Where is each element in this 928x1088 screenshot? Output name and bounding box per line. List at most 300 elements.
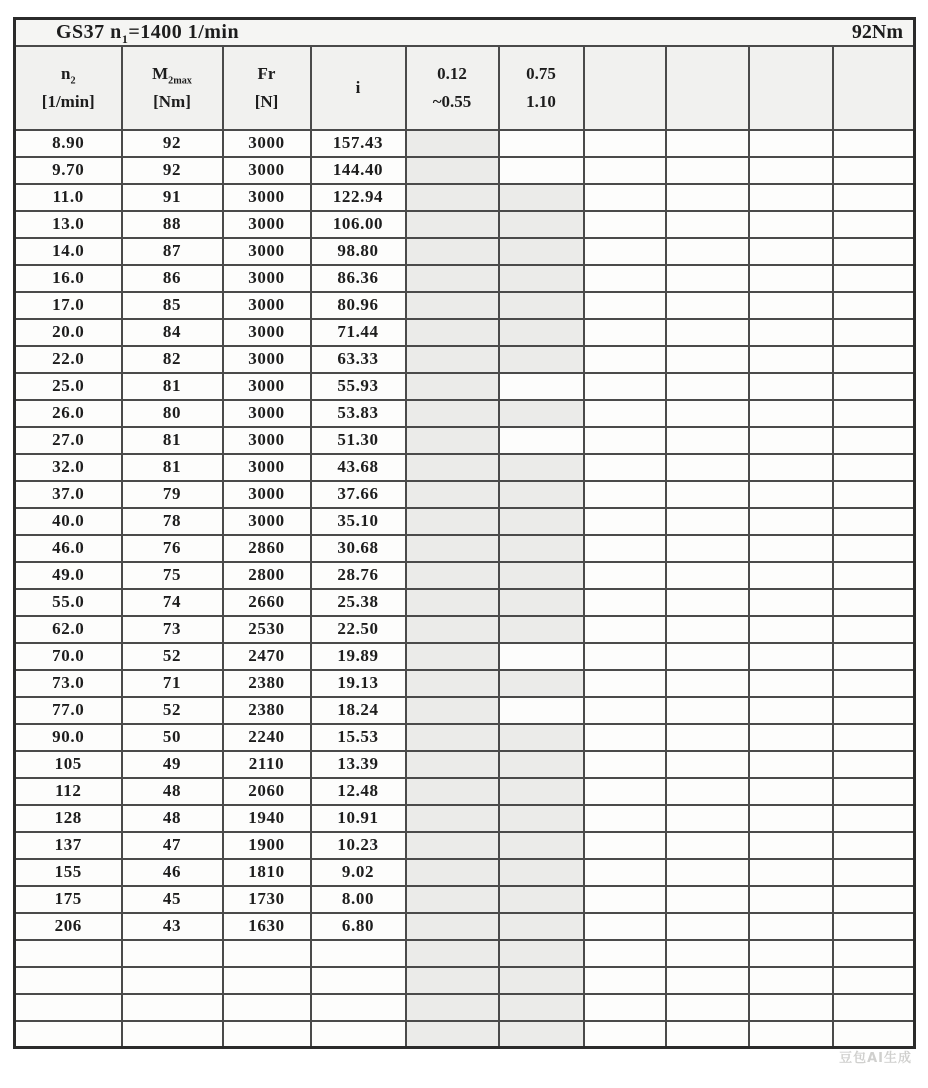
empty-cell — [666, 238, 749, 265]
fr-cell: 1630 — [223, 913, 311, 940]
empty-cell — [666, 643, 749, 670]
ratio-cell: 15.53 — [311, 724, 406, 751]
n2-cell: 26.0 — [15, 400, 122, 427]
n2-cell: 20.0 — [15, 319, 122, 346]
empty-cell — [833, 994, 915, 1021]
table-row — [15, 724, 915, 751]
fr-cell: 3000 — [223, 481, 311, 508]
m2max-cell: 78 — [122, 508, 223, 535]
col-header-power-small — [406, 46, 499, 130]
power-small-cell — [406, 967, 499, 994]
empty-cell — [666, 157, 749, 184]
empty-cell — [833, 292, 915, 319]
empty-cell — [749, 724, 833, 751]
power-small-cell — [406, 886, 499, 913]
empty-cell — [749, 373, 833, 400]
empty-cell — [584, 292, 666, 319]
empty-cell — [584, 535, 666, 562]
power-small-cell — [406, 373, 499, 400]
n2-cell: 155 — [15, 859, 122, 886]
power-large-cell — [499, 157, 584, 184]
power-small-cell — [406, 1021, 499, 1048]
fr-cell: 3000 — [223, 319, 311, 346]
empty-cell — [833, 481, 915, 508]
power-small-cell — [406, 454, 499, 481]
m2max-cell: 91 — [122, 184, 223, 211]
empty-cell — [584, 454, 666, 481]
ratio-cell: 18.24 — [311, 697, 406, 724]
empty-cell — [749, 832, 833, 859]
m2max-cell: 79 — [122, 481, 223, 508]
power-small-cell — [406, 292, 499, 319]
empty-cell — [749, 697, 833, 724]
empty-cell — [833, 778, 915, 805]
ratio-cell — [311, 967, 406, 994]
n2-cell — [15, 940, 122, 967]
empty-cell — [833, 940, 915, 967]
power-large-cell — [499, 724, 584, 751]
fr-cell: 1940 — [223, 805, 311, 832]
empty-cell — [749, 319, 833, 346]
empty-cell — [666, 805, 749, 832]
empty-cell — [749, 184, 833, 211]
n2-cell: 11.0 — [15, 184, 122, 211]
power-small-cell — [406, 346, 499, 373]
fr-cell: 3000 — [223, 157, 311, 184]
n2-cell: 13.0 — [15, 211, 122, 238]
ratio-cell: 25.38 — [311, 589, 406, 616]
m2max-cell — [122, 967, 223, 994]
ratio-cell: 157.43 — [311, 130, 406, 157]
empty-cell — [749, 913, 833, 940]
fr-cell — [223, 967, 311, 994]
table-row — [15, 184, 915, 211]
fr-cell: 3000 — [223, 292, 311, 319]
fr-symbol: Fr — [257, 64, 276, 84]
power-small-line1: 0.12 — [437, 64, 467, 84]
n2-cell — [15, 994, 122, 1021]
fr-cell: 3000 — [223, 184, 311, 211]
empty-cell — [749, 670, 833, 697]
power-small-cell — [406, 940, 499, 967]
ratio-cell: 10.23 — [311, 832, 406, 859]
empty-cell — [833, 319, 915, 346]
n2-cell: 14.0 — [15, 238, 122, 265]
power-small-cell — [406, 508, 499, 535]
table-row — [15, 211, 915, 238]
empty-cell — [833, 157, 915, 184]
power-large-cell — [499, 832, 584, 859]
empty-cell — [833, 967, 915, 994]
empty-cell — [666, 535, 749, 562]
power-small-cell — [406, 130, 499, 157]
empty-cell — [833, 265, 915, 292]
table-row — [15, 238, 915, 265]
col-header-n2 — [15, 46, 122, 130]
empty-cell — [666, 454, 749, 481]
empty-cell — [666, 373, 749, 400]
m2max-cell — [122, 994, 223, 1021]
empty-cell — [584, 427, 666, 454]
col-header-empty-2 — [666, 46, 749, 130]
fr-cell: 1730 — [223, 886, 311, 913]
n2-cell: 27.0 — [15, 427, 122, 454]
fr-cell: 2060 — [223, 778, 311, 805]
power-large-cell — [499, 1021, 584, 1048]
fr-cell — [223, 1021, 311, 1048]
table-row — [15, 481, 915, 508]
empty-cell — [666, 265, 749, 292]
n2-cell: 22.0 — [15, 346, 122, 373]
empty-cell — [749, 535, 833, 562]
table-row — [15, 130, 915, 157]
table-row — [15, 940, 915, 967]
ratio-cell: 63.33 — [311, 346, 406, 373]
power-large-cell — [499, 940, 584, 967]
table-row — [15, 157, 915, 184]
empty-cell — [749, 778, 833, 805]
m2max-cell: 81 — [122, 454, 223, 481]
empty-cell — [584, 751, 666, 778]
empty-cell — [833, 346, 915, 373]
ratio-cell: 80.96 — [311, 292, 406, 319]
empty-cell — [833, 670, 915, 697]
power-small-cell — [406, 157, 499, 184]
power-large-cell — [499, 886, 584, 913]
n2-cell: 49.0 — [15, 562, 122, 589]
power-large-cell — [499, 616, 584, 643]
power-small-cell — [406, 211, 499, 238]
m2max-cell: 80 — [122, 400, 223, 427]
empty-cell — [584, 319, 666, 346]
empty-cell — [749, 1021, 833, 1048]
ratio-cell — [311, 1021, 406, 1048]
empty-cell — [833, 508, 915, 535]
m2max-cell: 73 — [122, 616, 223, 643]
empty-cell — [584, 481, 666, 508]
power-small-cell — [406, 859, 499, 886]
empty-cell — [666, 481, 749, 508]
m2max-cell — [122, 1021, 223, 1048]
ai-watermark: 豆包AI生成 — [839, 1051, 912, 1066]
ratio-cell: 122.94 — [311, 184, 406, 211]
table-row — [15, 994, 915, 1021]
n2-unit: [1/min] — [41, 91, 95, 111]
m2max-cell: 48 — [122, 778, 223, 805]
power-large-cell — [499, 535, 584, 562]
ratio-cell: 22.50 — [311, 616, 406, 643]
m2max-cell: 46 — [122, 859, 223, 886]
power-large-cell — [499, 454, 584, 481]
m2max-cell: 81 — [122, 427, 223, 454]
empty-cell — [584, 508, 666, 535]
empty-cell — [666, 697, 749, 724]
fr-cell: 3000 — [223, 211, 311, 238]
empty-cell — [584, 940, 666, 967]
empty-cell — [833, 805, 915, 832]
empty-cell — [749, 967, 833, 994]
power-large-cell — [499, 292, 584, 319]
empty-cell — [584, 130, 666, 157]
power-large-cell — [499, 184, 584, 211]
empty-cell — [833, 454, 915, 481]
power-small-cell — [406, 994, 499, 1021]
empty-cell — [833, 373, 915, 400]
empty-cell — [666, 292, 749, 319]
m2max-cell: 92 — [122, 157, 223, 184]
table-row — [15, 1021, 915, 1048]
col-header-empty-4 — [833, 46, 915, 130]
empty-cell — [666, 184, 749, 211]
empty-cell — [666, 832, 749, 859]
fr-cell: 1900 — [223, 832, 311, 859]
power-large-cell — [499, 265, 584, 292]
empty-cell — [666, 994, 749, 1021]
empty-cell — [666, 589, 749, 616]
empty-cell — [584, 724, 666, 751]
fr-cell: 3000 — [223, 130, 311, 157]
power-large-cell — [499, 643, 584, 670]
fr-cell: 2860 — [223, 535, 311, 562]
fr-cell: 3000 — [223, 238, 311, 265]
empty-cell — [666, 967, 749, 994]
ratio-cell: 71.44 — [311, 319, 406, 346]
power-small-cell — [406, 670, 499, 697]
table-row — [15, 292, 915, 319]
m2max-cell: 47 — [122, 832, 223, 859]
power-large-line2: 1.10 — [526, 91, 556, 111]
empty-cell — [666, 886, 749, 913]
ratio-cell: 98.80 — [311, 238, 406, 265]
table-row — [15, 859, 915, 886]
table-row — [15, 643, 915, 670]
ratio-cell: 6.80 — [311, 913, 406, 940]
fr-cell: 3000 — [223, 427, 311, 454]
empty-cell — [584, 616, 666, 643]
empty-cell — [833, 751, 915, 778]
fr-cell: 2380 — [223, 670, 311, 697]
n2-cell: 77.0 — [15, 697, 122, 724]
n2-cell: 137 — [15, 832, 122, 859]
empty-cell — [666, 940, 749, 967]
power-large-cell — [499, 994, 584, 1021]
table-row — [15, 967, 915, 994]
power-large-cell — [499, 751, 584, 778]
n2-cell: 37.0 — [15, 481, 122, 508]
ratio-cell: 51.30 — [311, 427, 406, 454]
m2max-cell: 82 — [122, 346, 223, 373]
power-large-cell — [499, 319, 584, 346]
empty-cell — [833, 400, 915, 427]
empty-cell — [666, 400, 749, 427]
empty-cell — [833, 697, 915, 724]
empty-cell — [833, 913, 915, 940]
table-title-row — [15, 19, 915, 46]
power-large-cell — [499, 211, 584, 238]
power-small-cell — [406, 535, 499, 562]
m2max-cell: 50 — [122, 724, 223, 751]
empty-cell — [749, 643, 833, 670]
power-large-cell — [499, 967, 584, 994]
power-small-cell — [406, 481, 499, 508]
m2max-cell: 48 — [122, 805, 223, 832]
ratio-cell: 19.13 — [311, 670, 406, 697]
empty-cell — [584, 184, 666, 211]
empty-cell — [666, 508, 749, 535]
power-large-cell — [499, 373, 584, 400]
empty-cell — [833, 724, 915, 751]
fr-cell — [223, 994, 311, 1021]
empty-cell — [749, 940, 833, 967]
power-small-cell — [406, 778, 499, 805]
power-large-cell — [499, 778, 584, 805]
title-n1-subscript: 1 — [121, 31, 129, 46]
empty-cell — [584, 832, 666, 859]
ratio-cell: 53.83 — [311, 400, 406, 427]
ratio-cell: 8.00 — [311, 886, 406, 913]
n2-cell: 55.0 — [15, 589, 122, 616]
empty-cell — [833, 832, 915, 859]
col-header-empty-3 — [749, 46, 833, 130]
power-large-cell — [499, 859, 584, 886]
power-small-cell — [406, 913, 499, 940]
empty-cell — [833, 859, 915, 886]
empty-cell — [584, 994, 666, 1021]
col-header-empty-1 — [584, 46, 666, 130]
power-large-cell — [499, 913, 584, 940]
empty-cell — [749, 616, 833, 643]
empty-cell — [666, 778, 749, 805]
empty-cell — [666, 1021, 749, 1048]
power-large-cell — [499, 562, 584, 589]
m2max-cell: 52 — [122, 697, 223, 724]
table-row — [15, 400, 915, 427]
table-row — [15, 670, 915, 697]
n2-cell: 16.0 — [15, 265, 122, 292]
n2-cell — [15, 1021, 122, 1048]
power-small-cell — [406, 238, 499, 265]
empty-cell — [749, 805, 833, 832]
ratio-cell — [311, 994, 406, 1021]
ratio-cell: 35.10 — [311, 508, 406, 535]
empty-cell — [666, 616, 749, 643]
column-header-row — [15, 46, 915, 130]
n2-cell: 112 — [15, 778, 122, 805]
n2-cell: 17.0 — [15, 292, 122, 319]
empty-cell — [584, 778, 666, 805]
fr-cell: 2110 — [223, 751, 311, 778]
fr-cell: 2530 — [223, 616, 311, 643]
fr-cell: 3000 — [223, 265, 311, 292]
ratio-cell: 144.40 — [311, 157, 406, 184]
power-small-cell — [406, 643, 499, 670]
table-row — [15, 697, 915, 724]
fr-cell: 2240 — [223, 724, 311, 751]
m2max-cell: 88 — [122, 211, 223, 238]
table-row — [15, 454, 915, 481]
fr-cell: 1810 — [223, 859, 311, 886]
m2max-cell: 49 — [122, 751, 223, 778]
power-large-cell — [499, 589, 584, 616]
table-row — [15, 805, 915, 832]
table-row — [15, 265, 915, 292]
empty-cell — [666, 130, 749, 157]
table-row — [15, 778, 915, 805]
title-model-speed: GS37 n — [56, 20, 122, 43]
empty-cell — [749, 859, 833, 886]
m2max-cell: 92 — [122, 130, 223, 157]
power-small-cell — [406, 184, 499, 211]
n2-cell: 175 — [15, 886, 122, 913]
m2max-cell: 81 — [122, 373, 223, 400]
fr-cell: 2800 — [223, 562, 311, 589]
empty-cell — [584, 886, 666, 913]
power-large-cell — [499, 400, 584, 427]
power-large-cell — [499, 481, 584, 508]
empty-cell — [749, 346, 833, 373]
power-small-line2: ~0.55 — [432, 91, 472, 111]
title-speed-suffix: =1400 1/min — [128, 20, 240, 43]
n2-cell: 105 — [15, 751, 122, 778]
table-row — [15, 508, 915, 535]
empty-cell — [833, 130, 915, 157]
empty-cell — [749, 427, 833, 454]
m2max-cell — [122, 940, 223, 967]
fr-unit: [N] — [254, 91, 279, 111]
empty-cell — [749, 292, 833, 319]
fr-cell: 2380 — [223, 697, 311, 724]
empty-cell — [749, 886, 833, 913]
n2-cell — [15, 967, 122, 994]
n2-cell: 70.0 — [15, 643, 122, 670]
ratio-cell: 13.39 — [311, 751, 406, 778]
empty-cell — [584, 913, 666, 940]
n2-cell: 32.0 — [15, 454, 122, 481]
m2max-cell: 52 — [122, 643, 223, 670]
empty-cell — [584, 346, 666, 373]
power-large-cell — [499, 238, 584, 265]
empty-cell — [749, 238, 833, 265]
empty-cell — [833, 562, 915, 589]
table-row — [15, 589, 915, 616]
page-title — [24, 21, 239, 44]
fr-cell — [223, 940, 311, 967]
empty-cell — [749, 508, 833, 535]
ratio-cell: 37.66 — [311, 481, 406, 508]
empty-cell — [666, 724, 749, 751]
m2max-cell: 45 — [122, 886, 223, 913]
table-row — [15, 535, 915, 562]
table-row — [15, 373, 915, 400]
empty-cell — [833, 184, 915, 211]
table-row — [15, 913, 915, 940]
m2max-cell: 75 — [122, 562, 223, 589]
empty-cell — [666, 211, 749, 238]
power-small-cell — [406, 427, 499, 454]
ratio-cell: 43.68 — [311, 454, 406, 481]
n2-cell: 46.0 — [15, 535, 122, 562]
m2max-cell: 76 — [122, 535, 223, 562]
ratio-cell: 10.91 — [311, 805, 406, 832]
empty-cell — [833, 211, 915, 238]
table-row — [15, 886, 915, 913]
empty-cell — [666, 319, 749, 346]
ratio-cell — [311, 940, 406, 967]
table-row — [15, 616, 915, 643]
table-row — [15, 832, 915, 859]
empty-cell — [666, 859, 749, 886]
m2max-symbol: $M_{2max}$ — [152, 64, 192, 87]
